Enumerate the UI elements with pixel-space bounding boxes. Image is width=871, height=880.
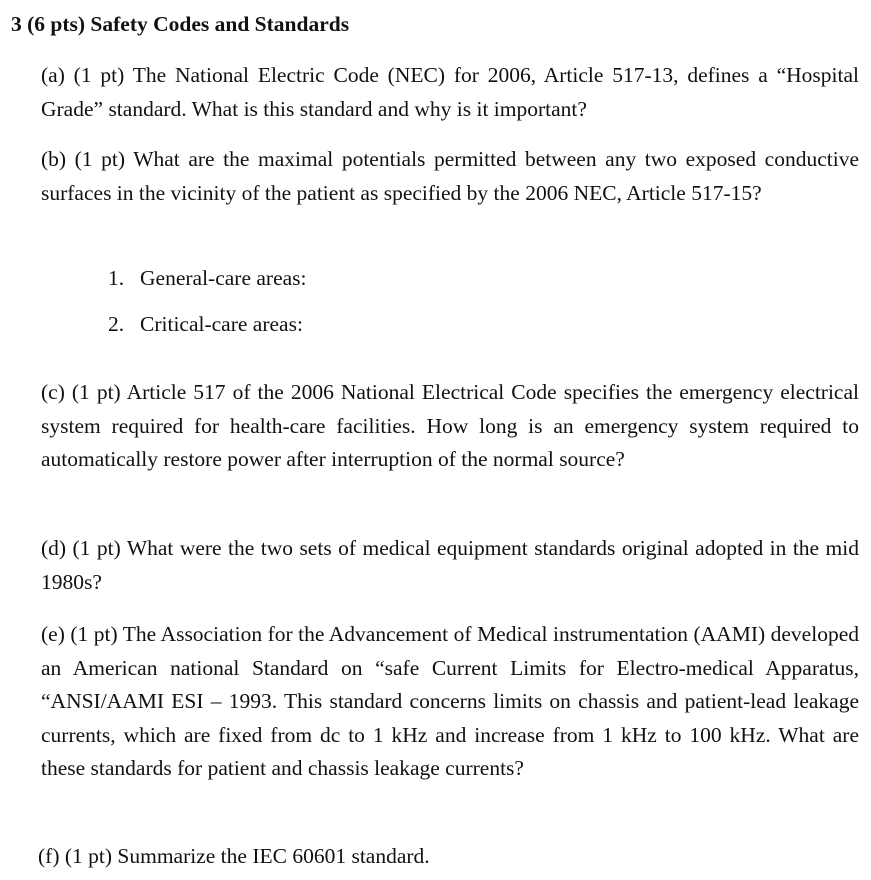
part-a-text: (a) (1 pt) The National Electric Code (NEC) for 2006, Article 517-13, defines a “Hospital Grade” standard. What is this standard and why is it important? [41, 63, 859, 121]
list-item-critical-care [108, 310, 303, 338]
part-c-text: (c) (1 pt) Article 517 of the 2006 National Electrical Code specifies the emergency electrical system required for health-care facilities. How long is an emergency system required to automatically restore power after interruption of the normal source? [41, 380, 859, 471]
question-heading: 3 (6 pts) Safety Codes and Standards [11, 12, 350, 36]
list-item-number: 1. [108, 266, 125, 290]
part-b-text: (b) (1 pt) What are the maximal potentials permitted between any two exposed conductive surfaces in the vicinity of the patient as specified by the 2006 NEC, Article 517-15? [41, 147, 859, 205]
list-item-label: Critical-care areas: [140, 312, 303, 336]
list-item-label: General-care areas: [140, 266, 307, 290]
part-f-text: (f) (1 pt) Summarize the IEC 60601 standard. [38, 844, 430, 868]
list-item-general-care [108, 264, 307, 292]
part-e-text: (e) (1 pt) The Association for the Advancement of Medical instrumentation (AAMI) developed an American national Standard on “safe Current Limits for Electro-medical Apparatus, “ANSI/AAMI ESI – 1993. This standard concerns limits on chassis and patient-lead leakage currents, which are fixed from dc to 1 kHz and increase from 1 kHz to 100 kHz. What are these standards for patient and chassis leakage currents? [41, 622, 859, 780]
part-d-text: (d) (1 pt) What were the two sets of medical equipment standards original adopted in the mid 1980s? [41, 536, 859, 594]
list-item-number: 2. [108, 312, 125, 336]
